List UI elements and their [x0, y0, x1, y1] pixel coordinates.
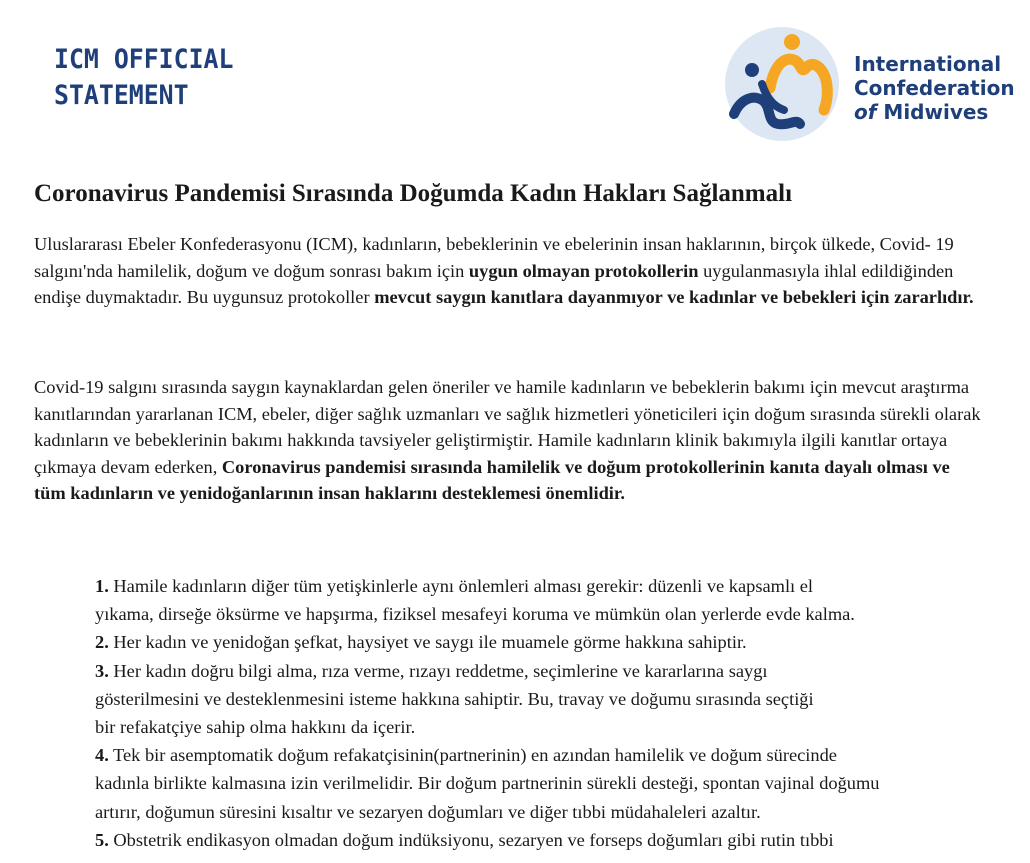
list-item-number: 5. — [95, 829, 109, 850]
list-item — [95, 628, 1015, 656]
logo-text-line3 — [854, 100, 1015, 124]
paragraph-intro-bold2: mevcut saygın kanıtlara dayanmıyor ve kadınlar ve bebekleri için zararlıdır. — [374, 287, 974, 307]
paragraph-recommendations — [34, 374, 984, 507]
list-item — [95, 572, 1015, 628]
list-item-line: gösterilmesini ve desteklenmesini isteme hakkına sahiptir. Bu, travay ve doğumu sırasında seçtiği — [95, 688, 814, 709]
paragraph-intro-text1: Uluslararası Ebeler Konfederasyonu (ICM), kadınların, bebeklerinin ve ebelerinin insan haklarının, birçok ülkede, Covid- 19 salgını'nda hamilelik, doğum ve doğum sonrası bakım için — [34, 234, 954, 281]
logo-text-line1: International — [854, 52, 1002, 76]
paragraph-recommendations-text1: Covid-19 salgını sırasında saygın kaynaklardan gelen öneriler ve hamile kadınların ve bebeklerin bakımı için mevcut araştırma kanıtlarından yararlanan ICM, ebeler, diğer sağlık uzmanları ve sağlık hizmetleri yöneticileri için doğum sırasında sürekli olarak kadınların ve bebeklerinin bakımı hakkında tavsiyeler geliştirmiştir. Hamile kadınların klinik bakımıyla ilgili kanıtlar ortaya çıkmaya devam ederken, — [34, 377, 981, 477]
document-title: Coronavirus Pandemisi Sırasında Doğumda Kadın Hakları Sağlanmalı — [34, 180, 793, 207]
logo-text-of: of — [854, 100, 877, 124]
logo-text-line2: Confederation — [854, 76, 1015, 100]
list-item-line: Hamile kadınların diğer tüm yetişkinlerle aynı önlemleri alması gerekir: düzenli ve kapsamlı el — [108, 576, 814, 596]
list-item-line: kadınla birlikte kalmasına izin verilmelidir. Bir doğum partnerinin sürekli desteği, spontan vajinal doğumu — [95, 773, 880, 794]
list-item-line: Obstetrik endikasyon olmadan doğum indüksiyonu, sezaryen ve forseps doğumları gibi rutin tıbbi — [108, 829, 834, 850]
logo-text-midwives: Midwives — [876, 100, 989, 124]
paragraph-intro — [34, 231, 984, 311]
icm-logo — [722, 26, 1022, 142]
list-item-number: 4. — [95, 745, 109, 766]
statement-label-line1: ICM OFFICIAL — [54, 44, 234, 75]
list-item-number: 1. — [95, 576, 109, 596]
list-item-line: bir refakatçiye sahip olma hakkını da içerir. — [95, 717, 416, 738]
paragraph-recommendations-bold1: Coronavirus pandemisi sırasında hamilelik ve doğum protokollerinin kanıta dayalı olması ve tüm kadınların ve yenidoğanlarının insan haklarını desteklemesi önemlidir. — [34, 456, 950, 503]
list-item — [95, 657, 1015, 742]
statement-label — [54, 42, 233, 114]
rights-list — [95, 572, 1015, 854]
statement-label-line2: STATEMENT — [54, 80, 189, 111]
list-item-line: Her kadın ve yenidoğan şefkat, haysiyet ve saygı ile muamele görme hakkına sahiptir. — [108, 632, 747, 653]
list-item-number: 2. — [95, 632, 109, 653]
list-item-line: yıkama, dirseğe öksürme ve hapşırma, fiziksel mesafeyi koruma ve mümkün olan yerlerde evde kalma. — [95, 604, 855, 625]
list-item — [95, 741, 1015, 826]
logo-text — [854, 52, 1015, 124]
list-item-number: 3. — [95, 660, 109, 681]
list-item — [95, 826, 1015, 854]
paragraph-intro-text2: uygulanmasıyla ihlal edildiğinden endişe duymaktadır. Bu uygunsuz protokoller — [34, 260, 954, 307]
paragraph-intro-bold1: uygun olmayan protokollerin — [468, 260, 699, 281]
list-item-line: artırır, doğumun süresini kısaltır ve sezaryen doğumları ve diğer tıbbi müdahaleleri azaltır. — [95, 801, 761, 822]
list-item-line: Her kadın doğru bilgi alma, rıza verme, rızayı reddetme, seçimlerine ve kararlarına saygı — [108, 660, 768, 681]
midwives-logo-icon — [722, 26, 842, 142]
list-item-line: Tek bir asemptomatik doğum refakatçisinin(partnerinin) en azından hamilelik ve doğum sürecinde — [108, 745, 837, 766]
